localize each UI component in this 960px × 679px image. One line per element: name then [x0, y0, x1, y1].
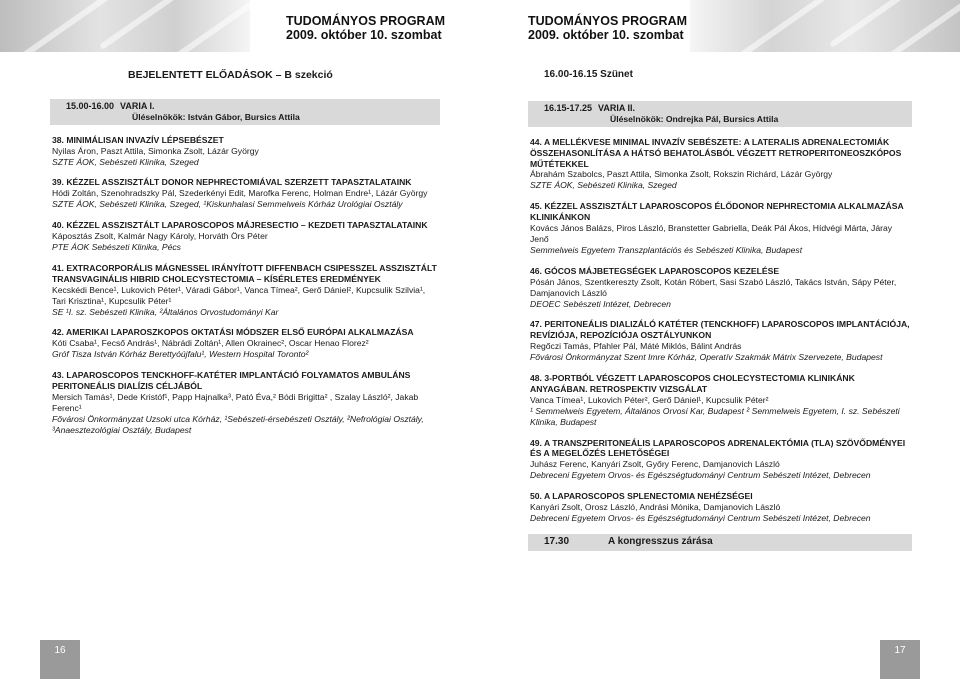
abstract-title: 49. A TRANSZPERITONEÁLIS LAPAROSCOPOS ADRENALEKTÓMIA (TLA) SZÖVŐDMÉNYEI ÉS A MEGELŐZÉS LEHETŐSÉGEI — [530, 437, 906, 459]
abstract-authors: Pósán János, Szentkereszty Zsolt, Kotán Róbert, Sasi Szabó László, Takács István, Sápy Péter, Damjanovich László — [530, 276, 897, 298]
abstract-institution: ¹ Semmelweis Egyetem, Általános Orvosi Kar, Budapest ² Semmelweis Egyetem, I. sz. Sebészeti Klinika, Budapest — [530, 405, 900, 427]
abstract-institution: DEOEC Sebészeti Intézet, Debrecen — [530, 298, 671, 309]
abstract-item — [52, 327, 440, 360]
abstract-title: 48. 3-PORTBÓL VÉGZETT LAPAROSCOPOS CHOLECYSTECTOMIA KLINIKÁNK ANYAGÁBAN. RETROSPEKTIV VIZSGÁLAT — [530, 373, 855, 394]
abstract-title: 42. AMERIKAI LAPAROSZKOPOS OKTATÁSI MÓDSZER ELSŐ EURÓPAI ALKALMAZÁSA — [52, 327, 414, 338]
abstract-authors: Kanyári Zsolt, Orosz László, Andrási Mónika, Damjanovich László — [530, 502, 781, 513]
page-number-left: 16 — [40, 640, 80, 679]
program-date: 2009. október 10. szombat — [286, 28, 442, 42]
abstract-title: 43. LAPAROSCOPOS TENCKHOFF-KATÉTER IMPLANTÁCIÓ FOLYAMATOS AMBULÁNS PERITONEÁLIS DIALÍZIS CÉLJÁBÓL — [52, 370, 411, 392]
abstract-institution: Debreceni Egyetem Orvos- és Egészségtudományi Centrum Sebészeti Intézet, Debrecen — [530, 470, 871, 481]
abstract-institution: Debreceni Egyetem Orvos- és Egészségtudományi Centrum Sebészeti Intézet, Debrecen — [530, 513, 871, 523]
abstract-title: 45. KÉZZEL ASSZISZTÁLT LAPAROSCOPOS ÉLŐDONOR NEPHRECTOMIA ALKALMAZÁSA KLINIKÁNKON — [530, 201, 904, 223]
abstract-item — [530, 266, 912, 310]
abstract-authors: Mersich Tamás¹, Dede Kristóf¹, Papp Hajnalka³, Pató Éva,² Bódi Brigitta² , Szalay László², Jakab Ferenc¹ — [52, 391, 419, 413]
page-title-right — [528, 14, 687, 42]
abstract-title: 39. KÉZZEL ASSZISZTÁLT DONOR NEPHRECTOMIÁVAL SZERZETT TAPASZTALATAINK — [52, 177, 412, 188]
abstract-item — [530, 201, 912, 256]
abstract-institution: PTE ÁOK Sebészeti Klinika, Pécs — [52, 241, 181, 252]
abstract-institution: Fővárosi Önkormányzat Szent Imre Kórház, Operatív Szakmák Mátrix Szervezete, Budapest — [530, 352, 883, 363]
abstract-institution: SZTE ÁOK, Sebészeti Klinika, Szeged — [530, 180, 677, 191]
abstract-title: 44. A MELLÉKVESE MINIMAL INVAZÍV SEBÉSZETE: A LATERALIS ADRENALECTOMIÁK ÖSSZEHASONLÍTÁSA A HÁTSÓ BEHATOLÁSBÓL VÉGZETT RETROPERITONEOSZKÓPOS MŰTÉTEKKEL — [530, 136, 902, 169]
abstract-authors: Kecskédi Bence¹, Lukovich Péter¹, Váradi Gábor¹, Vanca Tímea², Gerő Dániel², Kupcsulik Szilvia¹, Tari Krisztina¹, Kupcsulik Péter¹ — [52, 284, 426, 306]
closing-label: A kongresszus zárása — [608, 535, 713, 547]
abstract-title: 47. PERITONEÁLIS DIALIZÁLÓ KATÉTER (TENCKHOFF) LAPAROSCOPOS IMPLANTÁCIÓJA, REVÍZIÓJA, REPOZÍCIÓJA OSZTÁLYUNKON — [530, 319, 910, 341]
abstract-institution: Fővárosi Önkormányzat Uzsoki utca Kórház, ¹Sebészeti-érsebészeti Osztály, ²Nefrológiai Osztály, ³Anaesztezológiai Osztály, Budapest — [52, 413, 424, 435]
session-name: VARIA I. — [120, 100, 155, 111]
closing-session — [528, 534, 912, 551]
session-time: 16.15-17.25 — [544, 102, 593, 113]
program-date: 2009. október 10. szombat — [528, 28, 684, 42]
abstract-authors: Ábrahám Szabolcs, Paszt Attila, Simonka Zsolt, Rokszin Richárd, Lázár György — [530, 169, 833, 180]
program-title: TUDOMÁNYOS PROGRAM — [286, 14, 446, 28]
abstract-authors: Káposztás Zsolt, Kalmár Nagy Károly, Horváth Örs Péter — [52, 231, 268, 242]
abstract-item — [530, 319, 912, 363]
page-title-left — [286, 14, 445, 42]
abstract-title: 46. GÓCOS MÁJBETEGSÉGEK LAPAROSCOPOS KEZELÉSE — [530, 265, 780, 276]
abstract-item — [530, 373, 912, 428]
right-column — [528, 70, 912, 551]
section-title: BEJELENTETT ELŐADÁSOK – B szekció — [128, 69, 333, 81]
abstract-item — [52, 177, 440, 210]
abstract-item — [52, 220, 440, 253]
session-header — [528, 101, 912, 127]
header-decoration-left — [0, 0, 250, 52]
abstract-institution: SZTE ÁOK, Sebészeti Klinika, Szeged, ¹Kiskunhalasi Semmelweis Kórház Urológiai Osztály — [52, 199, 403, 210]
session-header — [50, 99, 440, 125]
abstract-authors: Juhász Ferenc, Kanyári Zsolt, Győry Ferenc, Damjanovich László — [530, 459, 780, 470]
abstract-authors: Hódi Zoltán, Szenohradszky Pál, Szederkényi Edit, Marofka Ferenc, Holman Endre¹, Lázár György — [52, 188, 428, 199]
abstract-item — [530, 491, 912, 524]
page-number-right: 17 — [880, 640, 920, 679]
abstract-title: 41. EXTRACORPORÁLIS MÁGNESSEL IRÁNYÍTOTT DIFFENBACH CSIPESSZEL ASSZISZTÁLT TRANSVAGINÁLIS HIBRID CHOLECYSTECTOMIA – KÍSÉRLETES EREDMÉNYEK — [52, 262, 437, 284]
abstract-institution: Semmelweis Egyetem Transzplantációs és Sebészeti Klinika, Budapest — [530, 244, 803, 255]
session-chairs: Üléselnökök: Ondrejka Pál, Bursics Attila — [610, 113, 779, 124]
closing-time: 17.30 — [544, 535, 570, 547]
break-label: 16.00-16.15 Szünet — [544, 69, 633, 80]
abstract-authors: Nyilas Áron, Paszt Attila, Simonka Zsolt, Lázár György — [52, 145, 259, 156]
abstract-title: 40. KÉZZEL ASSZISZTÁLT LAPAROSCOPOS MÁJRESECTIO – KEZDETI TAPASZTALATAINK — [52, 220, 428, 231]
abstract-authors: Vanca Tímea¹, Lukovich Péter², Gerő Dániel¹, Kupcsulik Péter² — [530, 394, 769, 405]
abstract-item — [52, 135, 440, 168]
abstract-authors: Regőczi Tamás, Pfahler Pál, Máté Miklós, Bálint András — [530, 341, 742, 352]
abstract-institution: Gróf Tisza István Kórház Berettyóújfalu¹, Western Hospital Toronto² — [52, 349, 309, 360]
abstract-title: 38. MINIMÁLISAN INVAZÍV LÉPSEBÉSZET — [52, 134, 224, 145]
abstract-item — [52, 263, 440, 318]
abstract-authors: Kovács János Balázs, Piros László, Branstetter Gabriella, Deák Pál Ákos, Hídvégi Márta, Járay Jenő — [530, 223, 893, 244]
header-decoration-right — [690, 0, 960, 52]
session-chairs: Üléselnökök: István Gábor, Bursics Attila — [132, 111, 300, 122]
abstract-title: 50. A LAPAROSCOPOS SPLENECTOMIA NEHÉZSÉGEI — [530, 491, 753, 502]
abstract-authors: Kóti Csaba¹, Fecső András¹, Nábrádi Zoltán¹, Allen Okrainec², Oscar Henao Florez² — [52, 338, 369, 349]
abstract-item — [530, 438, 912, 482]
program-title: TUDOMÁNYOS PROGRAM — [528, 14, 688, 28]
abstract-institution: SZTE ÁOK, Sebészeti Klinika, Szeged — [52, 156, 199, 167]
abstract-item — [52, 370, 440, 435]
abstract-item — [530, 137, 912, 192]
left-column — [50, 70, 440, 436]
abstract-institution: SE ¹I. sz. Sebészeti Klinika, ²Általános Orvostudományi Kar — [52, 306, 279, 317]
session-time: 15.00-16.00 — [66, 100, 115, 111]
session-name: VARIA II. — [598, 102, 636, 113]
